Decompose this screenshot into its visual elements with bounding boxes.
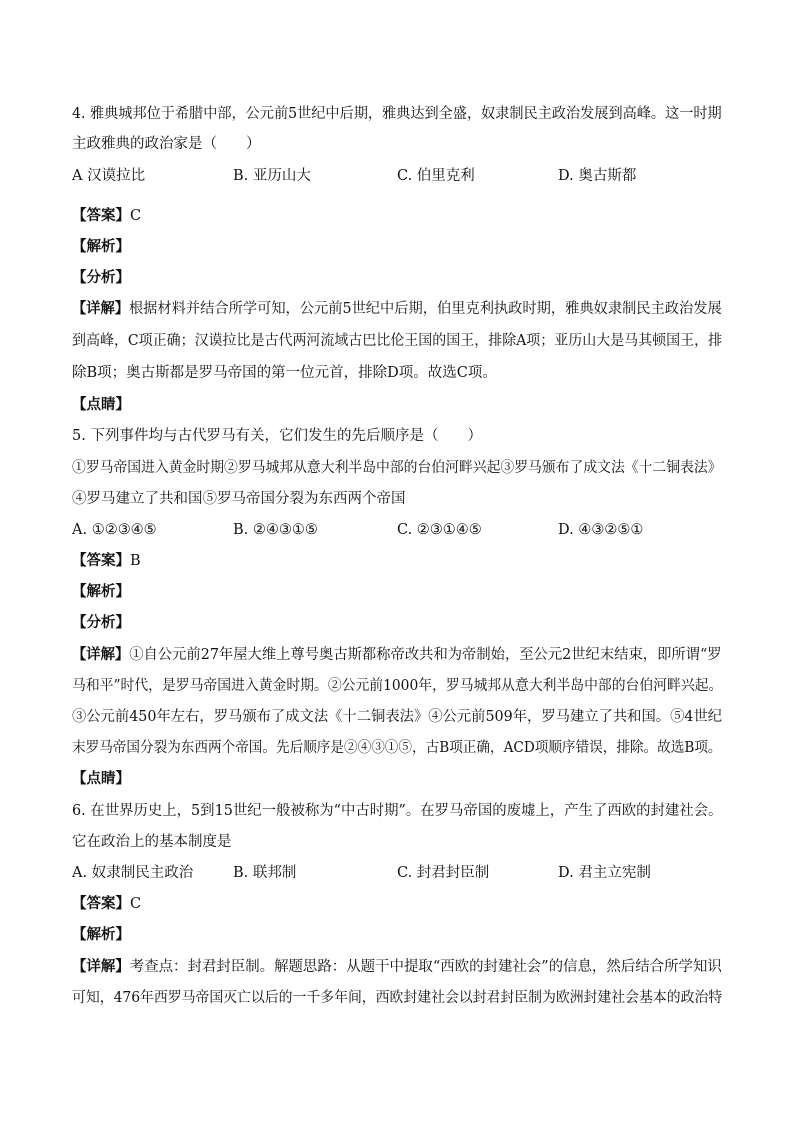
q6-detail-line-2: 可知，476年西罗马帝国灭亡以后的一千多年间，西欧封建社会以封君封臣制为欧洲封建社会基本的政治特	[72, 990, 723, 1006]
q6-option-d: D. 君主立宪制	[558, 865, 651, 881]
q5-stem-line-2: ①罗马帝国进入黄金时期②罗马城邦从意大利半岛中部的台伯河畔兴起③罗马颁布了成文法《十二铜表法》	[72, 460, 722, 476]
answer-value: C	[130, 208, 142, 224]
q6-option-a: A. 奴隶制民主政治	[72, 865, 194, 881]
q6-detail-line-1	[72, 957, 722, 977]
detail-label: 【详解】	[72, 958, 130, 975]
q4-stem-line-2: 主政雅典的政治家是（ ）	[72, 136, 261, 152]
q6-analysis-label: 【解析】	[72, 926, 130, 943]
q4-option-d: D. 奥古斯都	[558, 168, 637, 184]
q6-stem-line-2: 它在政治上的基本制度是	[72, 834, 232, 850]
q5-analysis-label: 【解析】	[72, 583, 130, 600]
q4-option-a: A 汉谟拉比	[72, 168, 146, 184]
q5-option-b: B. ②④③①⑤	[233, 522, 318, 538]
answer-label: 【答案】	[72, 895, 130, 912]
detail-label: 【详解】	[72, 300, 129, 317]
q4-option-b: B. 亚历山大	[233, 168, 311, 184]
q5-detail-line-1	[72, 645, 722, 665]
q4-option-c: C. 伯里克利	[397, 168, 475, 184]
q4-stem-line-1: 4. 雅典城邦位于希腊中部，公元前5世纪中后期，雅典达到全盛，奴隶制民主政治发展到高峰。这一时期	[72, 106, 722, 122]
detail-label: 【详解】	[72, 646, 130, 663]
q4-detail-line-2: 到高峰，C项正确；汉谟拉比是古代两河流域古巴比伦王国的国王，排除A项；亚历山大是马其顿国王，排	[72, 333, 723, 349]
q5-detail-line-2: 马和平”时代，是罗马帝国进入黄金时期。②公元前1000年，罗马城邦从意大利半岛中部的台伯河畔兴起。	[72, 678, 723, 694]
q5-detail-line-4: 末罗马帝国分裂为东西两个帝国。先后顺序是②④③①⑤，古B项正确，ACD项顺序错误，排除。故选B项。	[72, 740, 722, 756]
q5-answer	[72, 551, 141, 571]
answer-value: B	[130, 553, 141, 569]
detail-text: 考查点：封君封臣制。解题思路：从题干中提取“西欧的封建社会”的信息，然后结合所学知识	[129, 959, 722, 975]
q4-fenxi-label: 【分析】	[72, 269, 130, 286]
q5-option-d: D. ④③②⑤①	[558, 522, 644, 538]
q5-stem-line-3: ④罗马建立了共和国⑤罗马帝国分裂为东西两个帝国	[72, 491, 406, 507]
answer-value: C	[130, 896, 142, 912]
q4-detail-line-3: 除B项；奥古斯都是罗马帝国的第一位元首，排除D项。故选C项。	[72, 365, 497, 381]
q5-fenxi-label: 【分析】	[72, 614, 130, 631]
q4-dianjing-label: 【点睛】	[72, 396, 130, 413]
detail-text: ①自公元前27年屋大维上尊号奥古斯都称帝改共和为帝制始，至公元2世纪末结束，即所谓“罗	[129, 647, 722, 663]
q6-option-c: C. 封君封臣制	[397, 865, 490, 881]
q6-answer	[72, 894, 141, 914]
q4-analysis-label: 【解析】	[72, 238, 130, 255]
answer-label: 【答案】	[72, 207, 130, 224]
q5-dianjing-label: 【点睛】	[72, 770, 130, 787]
detail-text: 根据材料并结合所学可知，公元前5世纪中后期，伯里克利执政时期，雅典奴隶制民主政治发展	[128, 301, 722, 317]
q5-stem-line-1: 5. 下列事件均与古代罗马有关，它们发生的先后顺序是（ ）	[72, 428, 482, 444]
q4-detail-line-1	[72, 299, 722, 319]
q6-stem-line-1: 6. 在世界历史上，5到15世纪一般被称为“中古时期”。在罗马帝国的废墟上，产生了西欧的封建社会。	[72, 803, 723, 819]
q5-option-a: A. ①②③④⑤	[72, 522, 157, 538]
q6-option-b: B. 联邦制	[233, 865, 297, 881]
q5-detail-line-3: ③公元前450年左右，罗马颁布了成文法《十二铜表法》④公元前509年，罗马建立了共和国。⑤4世纪	[72, 709, 723, 725]
q5-option-c: C. ②③①④⑤	[397, 522, 482, 538]
q4-answer	[72, 206, 141, 226]
answer-label: 【答案】	[72, 552, 130, 569]
